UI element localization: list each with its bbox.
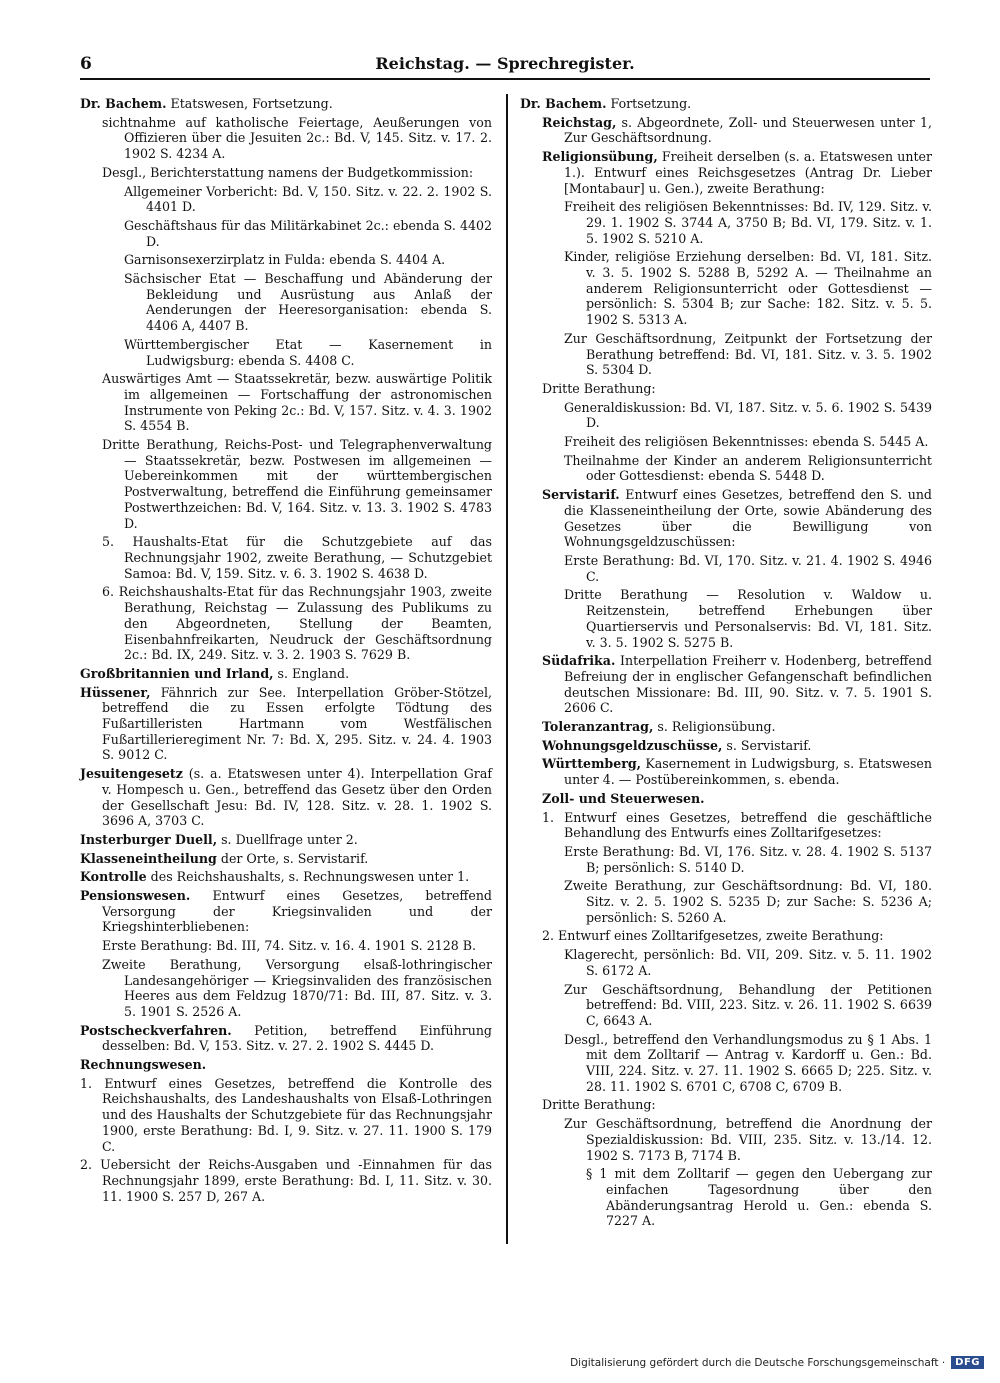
index-entry (520, 331, 932, 378)
index-entry (80, 1157, 492, 1204)
index-entry (80, 888, 492, 935)
index-entry (80, 851, 492, 867)
footer-credit: Digitalisierung gefördert durch die Deutsche Forschungsgemeinschaft · (570, 1356, 946, 1369)
entry-text: Desgl., Berichterstattung namens der Budgetkommission: (102, 164, 474, 180)
entry-text: Zweite Berathung, Versorgung elsaß-lothringischer Landesangehöriger — Kriegsinvaliden des französischen Heeres aus dem Feldzug 1870/71: Bd. III, 87. Sitz. v. 3. 5. 1901 S. 2526 A. (102, 956, 492, 1019)
entry-text: s. England. (273, 665, 350, 681)
entry-heading: Dr. Bachem. (80, 96, 167, 111)
index-entry (520, 982, 932, 1029)
index-entry (80, 685, 492, 764)
entry-heading: Württemberg, (542, 756, 642, 772)
entry-text: des Reichshaushalts, s. Rechnungswesen unter 1. (146, 869, 470, 885)
right-column (520, 96, 932, 1232)
entry-heading: Insterburger Duell, (80, 831, 218, 847)
entry-heading: Reichstag, (542, 114, 617, 130)
entry-text: Theilnahme der Kinder an anderem Religionsunterricht oder Gottesdienst: ebenda S. 5448 D. (564, 452, 932, 484)
index-entry (80, 371, 492, 434)
entry-heading: Zoll- und Steuerwesen. (542, 790, 705, 806)
entry-text: Generaldiskussion: Bd. VI, 187. Sitz. v. 5. 6. 1902 S. 5439 D. (564, 399, 932, 431)
index-entry (80, 766, 492, 829)
entry-text: Petition, betreffend Einführung desselben: Bd. V, 153. Sitz. v. 27. 2. 1902 S. 4445 D. (102, 1022, 492, 1054)
index-entry (520, 738, 932, 754)
entry-text: 6. Reichshaushalts-Etat für das Rechnungsjahr 1903, zweite Berathung, Reichstag — Zulassung des Publikums zu den Abgeordneten, Stellung der Beamten, Eisenbahnfreikarten, Neudruck der Geschäftsordnung 2c.: Bd. IX, 249. Sitz. v. 3. 2. 1903 S. 7629 B. (102, 584, 492, 663)
index-entry (520, 928, 932, 944)
index-entry (520, 947, 932, 978)
entry-text: Dritte Berathung: (542, 380, 656, 396)
footer (570, 1356, 984, 1369)
left-column (80, 96, 492, 1207)
index-entry (520, 756, 932, 787)
entry-text: s. Religionsübung. (653, 719, 776, 735)
entry-heading: Klasseneintheilung (80, 850, 217, 866)
index-entry (520, 381, 932, 397)
index-entry (520, 1032, 932, 1095)
index-entry (520, 1166, 932, 1229)
entry-heading: Kontrolle (80, 869, 147, 885)
index-entry (520, 844, 932, 875)
index-entry (80, 832, 492, 848)
index-entry (520, 719, 932, 735)
index-entry (80, 534, 492, 581)
entry-text: s. Servistarif. (722, 737, 812, 753)
entry-text: Freiheit derselben (s. a. Etatswesen unter 1.). Entwurf eines Reichsgesetzes (Antrag Dr. Lieber [Montabaur] u. Gen.), zweite Berathung: (564, 149, 932, 196)
entry-text: Dritte Berathung: (542, 1097, 656, 1113)
index-entry (520, 434, 932, 450)
column-divider (506, 94, 508, 1244)
entry-text: Zur Geschäftsordnung, Zeitpunkt der Fortsetzung der Berathung betreffend: Bd. VI, 181. Sitz. v. 3. 5. 1902 S. 5304 D. (564, 330, 932, 378)
entry-text: Erste Berathung: Bd. VI, 176. Sitz. v. 28. 4. 1902 S. 5137 B; persönlich: S. 5140 D. (564, 843, 932, 875)
entry-text: s. Abgeordnete, Zoll- und Steuerwesen unter 1, Zur Geschäftsordnung. (564, 114, 932, 146)
entry-heading: Dr. Bachem. (520, 96, 607, 111)
entry-text: Sächsischer Etat — Beschaffung und Abänderung der Bekleidung und Ausrüstung aus Anlaß der Aenderungen der Heeresorganisation: ebenda S. 4406 A, 4407 B. (124, 271, 492, 334)
entry-heading: Religionsübung, (542, 149, 658, 165)
entry-text: 1. Entwurf eines Gesetzes, betreffend die Kontrolle des Reichshaushalts, des Landeshaushalts von Elsaß-Lothringen und des Haushalts der Schutzgebiete für das Rechnungsjahr 1900, erste Berathung: Bd. I, 9. Sitz. v. 27. 11. 1900 S. 179 C. (80, 1075, 492, 1154)
entry-text: Kasernement in Ludwigsburg, s. Etatswesen unter 4. — Postübereinkommen, s. ebenda. (564, 756, 932, 788)
index-entry (80, 271, 492, 334)
entry-text: 2. Uebersicht der Reichs-Ausgaben und -Einnahmen für das Rechnungsjahr 1899, erste Berathung: Bd. I, 11. Sitz. v. 30. 11. 1900 S. 257 D, 267 A. (80, 1157, 492, 1204)
entry-text: s. Duellfrage unter 2. (217, 831, 358, 847)
entry-heading: Wohnungsgeldzuschüsse, (542, 737, 723, 753)
entry-text: Dritte Berathung, Reichs-Post- und Telegraphenverwaltung — Staatssekretär, bezw. Postwesen im allgemeinen — Uebereinkommen mit der württembergischen Postverwaltung, betreffend die Einführung gemeinsamer Postwerthzeichen: Bd. V, 164. Sitz. v. 13. 3. 1902 S. 4783 D. (102, 437, 492, 531)
entry-text: Auswärtiges Amt — Staatssekretär, bezw. auswärtige Politik im allgemeinen — Fortschaffung der astronomischen Instrumente von Peking 2c.: Bd. V, 157. Sitz. v. 4. 3. 1902 S. 4554 B. (102, 371, 492, 434)
index-entry (520, 149, 932, 196)
entry-text: Kinder, religiöse Erziehung derselben: Bd. VI, 181. Sitz. v. 3. 5. 1902 S. 5288 B, 5292 A. — Theilnahme an anderem Religionsunterricht oder Gottesdienst — persönlich: S. 5304 B; zur Sache: 182. Sitz. v. 5. 5. 1902 S. 5313 A. (564, 249, 932, 328)
header-rule (80, 78, 930, 80)
entry-text: Geschäftshaus für das Militärkabinet 2c.: ebenda S. 4402 D. (124, 217, 492, 249)
index-entry (520, 96, 932, 112)
entry-text: Fähnrich zur See. Interpellation Gröber-Stötzel, betreffend die zu Essen erfolgte Tödtung des Fußartilleristen Hartmann vom Westfälischen Fußartillerieregiment Nr. 7: Bd. X, 295. Sitz. v. 24. 4. 1903 S. 9012 C. (102, 684, 492, 763)
index-entry (80, 184, 492, 215)
index-entry (520, 1097, 932, 1113)
entry-text: Freiheit des religiösen Bekenntnisses: Bd. IV, 129. Sitz. v. 29. 1. 1902 S. 3744 A, 3750 B; Bd. VI, 179. Sitz. v. 1. 5. 1902 S. 5210 A. (564, 199, 932, 246)
entry-heading: Hüssener, (80, 684, 151, 700)
entry-text: Erste Berathung: Bd. VI, 170. Sitz. v. 21. 4. 1902 S. 4946 C. (564, 552, 932, 584)
index-entry (80, 115, 492, 162)
entry-text: Allgemeiner Vorbericht: Bd. V, 150. Sitz. v. 22. 2. 1902 S. 4401 D. (124, 183, 492, 215)
entry-text: Interpellation Freiherr v. Hodenberg, betreffend Befreiung der in englischer Gefangenschaft befindlichen deutschen Missionare: Bd. III, 90. Sitz. v. 7. 5. 1901 S. 2606 C. (564, 653, 932, 716)
entry-text: Zur Geschäftsordnung, betreffend die Anordnung der Spezialdiskussion: Bd. VIII, 235. Sitz. v. 13./14. 12. 1902 S. 7173 B, 7174 B. (564, 1116, 932, 1163)
entry-text: Fortsetzung. (606, 96, 692, 111)
entry-text: Garnisonsexerzirplatz in Fulda: ebenda S. 4404 A. (124, 252, 446, 268)
entry-text: Zweite Berathung, zur Geschäftsordnung: Bd. VI, 180. Sitz. v. 2. 5. 1902 S. 5235 D; zur Sache: S. 5236 A; persönlich: S. 5260 A. (564, 878, 932, 925)
index-entry (80, 96, 492, 112)
entry-text: (s. a. Etatswesen unter 4). Interpellation Graf v. Hompesch u. Gen., betreffend das Gesetz über den Orden der Gesellschaft Jesu: Bd. IV, 128. Sitz. v. 28. 1. 1902 S. 3696 A, 3703 C. (102, 766, 492, 829)
entry-text: Etatswesen, Fortsetzung. (166, 96, 333, 111)
index-entry (80, 666, 492, 682)
index-entry (80, 1057, 492, 1073)
index-entry (520, 587, 932, 650)
index-entry (520, 453, 932, 484)
entry-text: Entwurf eines Gesetzes, betreffend den S. und die Klasseneintheilung der Orte, sowie Abänderung des Gesetzes über die Bewilligung von Wohnungsgeldzuschüssen: (564, 487, 932, 550)
index-entry (520, 249, 932, 328)
entry-heading: Toleranzantrag, (542, 719, 654, 735)
index-entry (520, 791, 932, 807)
running-title: Reichstag. — Sprechregister. (375, 54, 635, 73)
entry-text: 2. Entwurf eines Zolltarifgesetzes, zweite Berathung: (542, 928, 884, 944)
entry-text: Entwurf eines Gesetzes, betreffend Versorgung der Kriegsinvaliden und der Kriegshinterbliebenen: (102, 888, 492, 935)
index-entry (80, 252, 492, 268)
index-entry (80, 957, 492, 1020)
entry-text: Zur Geschäftsordnung, Behandlung der Petitionen betreffend: Bd. VIII, 223. Sitz. v. 26. 11. 1902 S. 6639 C, 6643 A. (564, 981, 932, 1028)
index-entry (80, 584, 492, 663)
entry-text: 5. Haushalts-Etat für die Schutzgebiete auf das Rechnungsjahr 1902, zweite Berathung, — Schutzgebiet Samoa: Bd. V, 159. Sitz. v. 6. 3. 1902 S. 4638 D. (102, 534, 492, 581)
index-entry (80, 869, 492, 885)
index-entry (520, 653, 932, 716)
page-number: 6 (80, 54, 92, 74)
entry-text: 1. Entwurf eines Gesetzes, betreffend die geschäftliche Behandlung des Entwurfs eines Zolltarifgesetzes: (542, 809, 932, 841)
index-entry (80, 337, 492, 368)
index-entry (520, 878, 932, 925)
index-entry (80, 938, 492, 954)
index-entry (520, 487, 932, 550)
entry-text: der Orte, s. Servistarif. (216, 850, 369, 866)
index-entry (80, 437, 492, 531)
entry-text: Desgl., betreffend den Verhandlungsmodus zu § 1 Abs. 1 mit dem Zolltarif — Antrag v. Kardorff u. Gen.: Bd. VIII, 224. Sitz. v. 27. 11. 1902 S. 6665 D; 225. Sitz. v. 28. 11. 1902 S. 6701 C, 6708 C, 6709 B. (564, 1031, 932, 1094)
entry-text: sichtnahme auf katholische Feiertage, Aeußerungen von Offizieren über die Jesuiten 2c.: Bd. V, 145. Sitz. v. 17. 2. 1902 S. 4234 A. (102, 114, 492, 162)
index-entry (520, 1116, 932, 1163)
entry-heading: Rechnungswesen. (80, 1057, 207, 1073)
entry-text: § 1 mit dem Zolltarif — gegen den Uebergang zur einfachen Tagesordnung über den Abänderungsantrag Herold u. Gen.: ebenda S. 7227 A. (586, 1166, 932, 1229)
index-entry (520, 810, 932, 841)
index-entry (80, 218, 492, 249)
entry-heading: Pensionswesen. (80, 888, 191, 904)
entry-heading: Südafrika. (542, 653, 616, 669)
entry-text: Dritte Berathung — Resolution v. Waldow u. Reitzenstein, betreffend Erhebungen über Quartierservis und Personalservis: Bd. VI, 181. Sitz. v. 3. 5. 1902 S. 5275 B. (564, 587, 932, 650)
index-entry (520, 199, 932, 246)
index-entry (520, 400, 932, 431)
index-entry (520, 115, 932, 146)
entry-text: Erste Berathung: Bd. III, 74. Sitz. v. 16. 4. 1901 S. 2128 B. (102, 938, 476, 954)
entry-heading: Großbritannien und Irland, (80, 665, 274, 681)
index-entry (80, 1076, 492, 1155)
entry-heading: Jesuitengesetz (80, 766, 183, 782)
index-entry (520, 553, 932, 584)
entry-heading: Postscheckverfahren. (80, 1022, 232, 1038)
dfg-logo: DFG (951, 1356, 984, 1369)
index-entry (80, 1023, 492, 1054)
index-entry (80, 165, 492, 181)
entry-text: Freiheit des religiösen Bekenntnisses: ebenda S. 5445 A. (564, 434, 929, 450)
entry-text: Klagerecht, persönlich: Bd. VII, 209. Sitz. v. 5. 11. 1902 S. 6172 A. (564, 947, 932, 978)
entry-heading: Servistarif. (542, 487, 620, 503)
entry-text: Württembergischer Etat — Kasernement in Ludwigsburg: ebenda S. 4408 C. (124, 336, 492, 368)
